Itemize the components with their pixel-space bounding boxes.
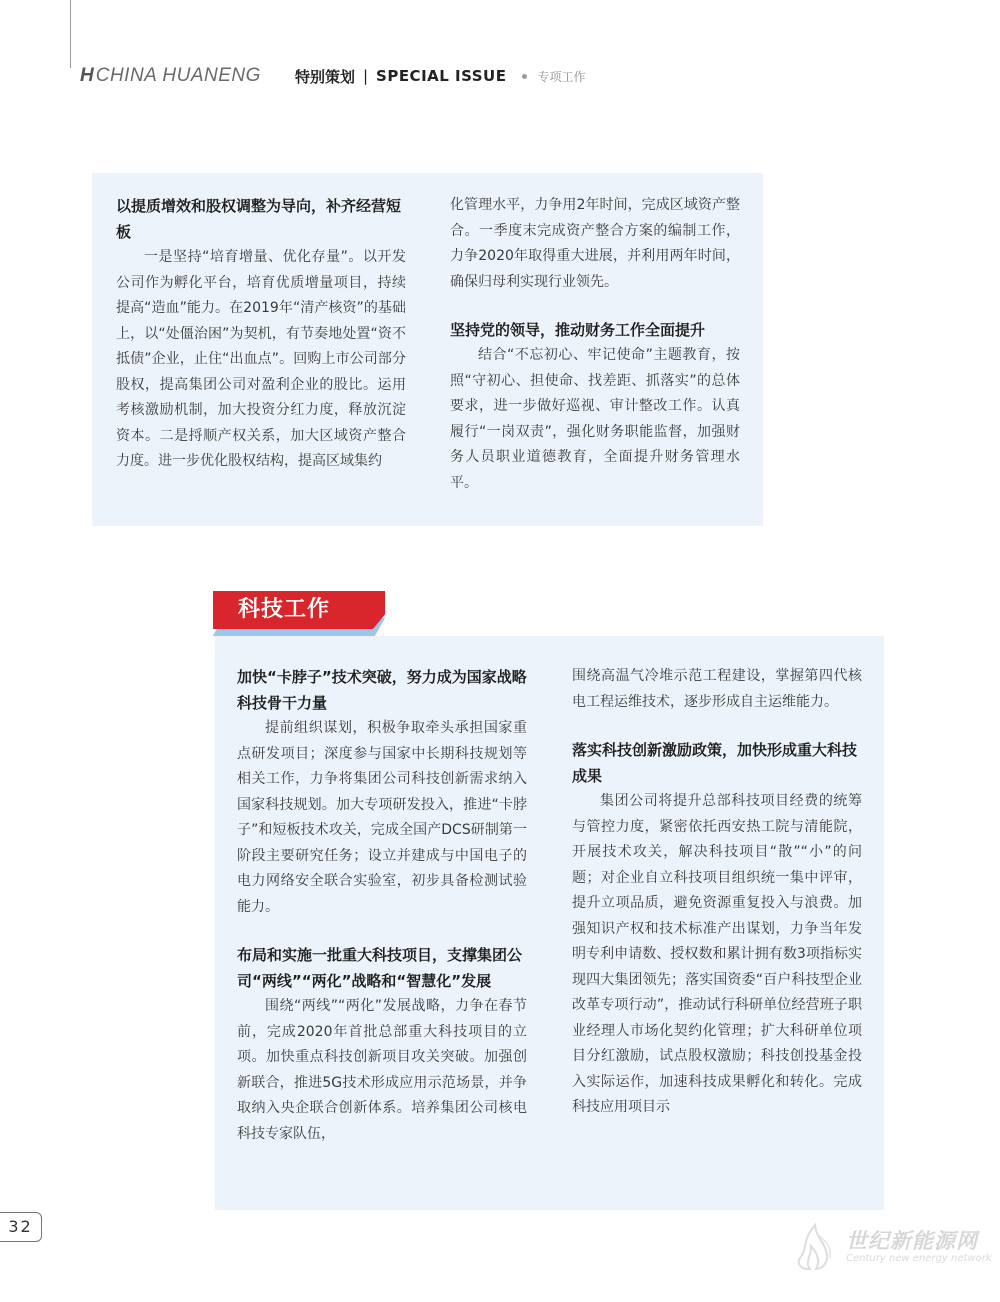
finance-text-box	[92, 173, 763, 526]
tech-paragraph-2: 围绕“两线”“两化”发展战略，力争在春节前，完成2020年首批总部重大科技项目的立项。加快重点科技创新项目攻关突破。加强创新联合，推进5G技术形成应用示范场景，并争取纳入央企联合创新体系。培养集团公司核电科技专家队伍，	[237, 998, 527, 1142]
tech-left-column	[237, 664, 527, 1147]
tech-heading-3: 落实科技创新激励政策，加快形成重大科技成果	[572, 741, 858, 785]
finance-paragraph-2: 结合“不忘初心、牢记使命”主题教育，按照“守初心、担使命、找差距、抓落实”的总体要求，进一步做好巡视、审计整改工作。认真履行“一岗双责”，强化财务职能监督，加强财务人员职业道德教育，全面提升财务管理水平。	[450, 347, 740, 491]
bullet-dot-icon	[522, 74, 527, 79]
page-number: 32	[0, 1212, 42, 1242]
tech-text-box	[215, 636, 884, 1210]
section-title-cn: 特别策划	[294, 67, 355, 86]
finance-left-column	[116, 193, 406, 475]
watermark-en: Century new energy network	[846, 1253, 992, 1264]
column-name: 专项工作	[537, 69, 586, 84]
section-tag-label: 科技工作	[238, 597, 331, 622]
page-header	[80, 62, 586, 90]
header-vertical-rule	[70, 0, 71, 68]
header-separator: |	[362, 67, 369, 85]
finance-paragraph-1: 一是坚持“培育增量、优化存量”。以开发公司作为孵化平台，培育优质增量项目，持续提高“造血”能力。在2019年“清产核资”的基础上，以“处僵治困”为契机，有节奏地处置“资不抵债”企业，止住“出血点”。回购上市公司部分股权，提高集团公司对盈利企业的股比。运用考核激励机制，加大投资分红力度，释放沉淀资本。二是捋顺产权关系，加大区域资产整合力度。进一步优化股权结构，提高区域集约	[116, 249, 406, 469]
finance-continuation: 化管理水平，力争用2年时间，完成区域资产整合。一季度末完成资产整合方案的编制工作，力争2020年取得重大进展，并利用两年时间，确保归母利实现行业领先。	[450, 197, 740, 290]
tech-paragraph-3: 集团公司将提升总部科技项目经费的统筹与管控力度，紧密依托西安热工院与清能院，开展技术攻关，解决科技项目“散”“小”的问题；对企业自立科技项目组织统一集中评审，提升立项品质，避免资源重复投入与浪费。加强知识产权和技术标准产出谋划，力争当年发明专利申请数、授权数和累计拥有数3项指标实现四大集团领先；落实国资委“百户科技型企业改革专项行动”，推动试行科研单位经营班子职业经理人市场化契约化管理；扩大科研单位项目分红激励，试点股权激励；科技创投基金投入实际运作，加速科技成果孵化和转化。完成科技应用项目示	[572, 793, 862, 1115]
flame-logo-icon	[790, 1222, 840, 1272]
huaneng-logo-icon: H	[80, 65, 92, 86]
watermark-text	[846, 1229, 992, 1265]
magazine-title: CHINA HUANENG	[95, 65, 261, 86]
finance-heading-2: 坚持党的领导，推动财务工作全面提升	[450, 321, 706, 339]
watermark-cn: 世纪新能源网	[846, 1229, 978, 1253]
tech-heading-2: 布局和实施一批重大科技项目，支撑集团公司“两线”“两化”战略和“智慧化”发展	[237, 946, 523, 990]
watermark	[790, 1222, 992, 1272]
tech-continuation: 围绕高温气冷堆示范工程建设，掌握第四代核电工程运维技术，逐步形成自主运维能力。	[572, 668, 862, 710]
finance-heading-1: 以提质增效和股权调整为导向，补齐经营短板	[116, 197, 402, 241]
finance-right-column	[450, 193, 740, 496]
tech-right-column	[572, 664, 862, 1121]
section-title-en: SPECIAL ISSUE	[376, 67, 507, 85]
tech-paragraph-1: 提前组织谋划，积极争取牵头承担国家重点研发项目；深度参与国家中长期科技规划等相关工作，力争将集团公司科技创新需求纳入国家科技规划。加大专项研发投入，推进“卡脖子”和短板技术攻关，完成全国产DCS研制第一阶段主要研究任务；设立并建成与中国电子的电力网络安全联合实验室，初步具备检测试验能力。	[237, 720, 527, 915]
tech-heading-1: 加快“卡脖子”技术突破，努力成为国家战略科技骨干力量	[237, 668, 527, 712]
